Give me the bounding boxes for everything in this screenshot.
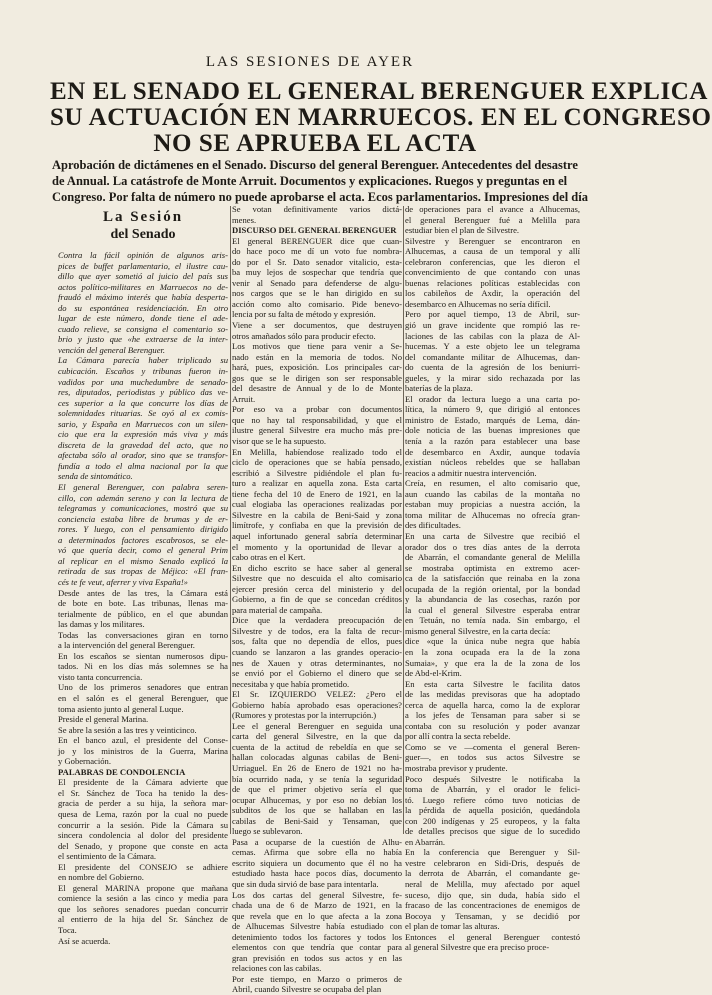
text-line: subditos de los que se hallaban en las [232, 805, 402, 816]
text-line: en Tetuán, no temía nada. Sin embargo, el [405, 615, 580, 626]
text-line: El Sr. IZQUIERDO VELEZ: ¿Pero el [232, 689, 402, 700]
text-line: Urriaguel. En 26 de Enero de 1921 no ha- [232, 762, 402, 773]
text-line: de Abd-el-Krim. [405, 668, 462, 679]
text-line: Contra la fácil opinión de algunos aris- [58, 250, 228, 260]
text-line: a determinados factores escabrosos, se ele- [58, 534, 228, 545]
text-line: buenas relaciones políticas establecidas con [405, 277, 580, 288]
text-line: celebraron conferencias, que les dieron el [405, 256, 580, 267]
text-line: Dice que la verdadera preocupación de [232, 615, 402, 626]
text-line: lugar de este número, donde tiene el ade- [58, 313, 228, 324]
text-line: otros amañados sólo para producir efecto. [232, 330, 376, 341]
text-line: carta del general Silvestre, en la que da [232, 731, 402, 742]
text-line: estudiar bien el plan de Silvestre. [405, 225, 520, 236]
text-line: ejercer presión cerca del ministerio y del [232, 583, 402, 594]
text-line: solemnidades rituarias. Se oyó al ex comis- [58, 408, 228, 419]
text-line: do cuenta de la agresión de los beniurri- [405, 362, 580, 373]
text-line: que sin duda sirvió de base para intentarla. [232, 879, 379, 889]
text-line: do hace poco me dí un voto fue nombra- [232, 246, 402, 257]
text-line: En una carta de Silvestre que recibió el [405, 530, 580, 541]
text-line: Lee el general Berenguer en seguida una [232, 720, 402, 731]
text-line: la pérdida de aquella posición, quedándola [405, 805, 580, 816]
text-line: gran previsión en todos sus actos y en las [232, 952, 402, 963]
text-line: fraudó el máximo interés que había desperta- [58, 292, 228, 303]
text-line: del comandante militar de Alhucemas, dan- [405, 351, 580, 362]
text-line: cio que era la expresión más viva y más [58, 429, 228, 440]
text-line: al general Silvestre que era preciso proce- [405, 942, 550, 953]
text-line: Alhucemas, a causa de un temporal y allí [405, 246, 580, 257]
text-line: mostraba previsor y prudente. [405, 762, 508, 773]
column-rule-2 [403, 206, 404, 834]
text-line: acción como alto comisario. Pide benevo- [232, 298, 402, 309]
column-2 [232, 204, 402, 995]
text-line: Se abre la sesión a las tres y veinticinco. [58, 724, 197, 735]
text-line: y Gobernación. [58, 756, 111, 767]
text-line: terialmente de público, en el que abundan [58, 608, 228, 619]
text-line: los cabileños de Axdir, la operación del [405, 288, 580, 299]
sesion-title: La Sesión [102, 209, 184, 225]
text-line: con 200 indígenas y 25 europeos, y la falta [405, 815, 580, 826]
text-line: lencia por su falta de método y expresión. [232, 309, 376, 320]
text-line: Pasa a ocuparse de la cuestión de Alhu- [232, 836, 402, 847]
text-line: Silvestre en la cabila de Beni-Said y zona [232, 509, 402, 520]
text-line: baterías de la plaza. [405, 383, 473, 394]
text-line: elementos con que tendría que contar para [232, 942, 402, 953]
text-line: ba muy lejos de sospechar que tendría que [232, 267, 402, 278]
text-line: senda de sintomático. [58, 471, 133, 482]
text-line: fundía a todo el alma nacional por la que [58, 460, 228, 471]
text-line: vención del general Berenguer. [58, 344, 166, 355]
text-line: y la abundancia de las cosechas, razón por [405, 594, 580, 605]
text-line: pices de buffet parlamentario, el ilustre cau- [58, 260, 228, 271]
text-line: de operaciones para el avance a Alhucemas, [405, 204, 580, 214]
text-line: Preside el general Marina. [58, 714, 149, 725]
text-line: Bocoya y Tensaman, y se decidió por [405, 910, 580, 921]
condolencia-heading: PALABRAS DE CONDOLENCIA [58, 766, 186, 777]
column-3-body [405, 204, 580, 953]
text-line: Pero por aquel tiempo, 13 de Abril, sur- [405, 309, 580, 320]
text-line: de las medidas previsoras que ha adoptado [405, 689, 580, 700]
text-line: El presidente del CONSEJO se adhiere [58, 861, 228, 872]
text-line: cabilas de Beni-Said y Tensaman, que [232, 815, 402, 826]
text-line: Por eso va a probar con documentos [232, 404, 402, 415]
text-line: nado están en la memoria de todos. No [232, 351, 402, 362]
text-line: de Alhucemas Silvestre había estudiado con [232, 921, 402, 932]
text-line: ciclo de operaciones que se había pensado, [232, 457, 402, 468]
text-line: el general Berenguer fué a Melilla para [405, 214, 580, 225]
column-rule-1 [230, 206, 231, 834]
text-line: Así se acuerda. [58, 935, 111, 946]
headline-line-3: NO SE APRUEBA EL ACTA [153, 130, 477, 157]
velez-body [232, 689, 402, 995]
text-line: visor que se le ha supuesto. [232, 436, 327, 447]
text-line: discreta de la gravedad del acto, que no [58, 439, 228, 450]
text-line: Abril, cuando Silvestre se ocupaba del plan [232, 984, 382, 995]
text-line: Los motivos que tiene para venir a Se- [232, 341, 402, 352]
text-line: el Sr. Sánchez de Toca ha tenido la des- [58, 787, 228, 798]
text-line: para material de campaña. [232, 604, 323, 615]
column-1 [58, 204, 228, 946]
text-line: Sumaia», y que era la de la zona de los [405, 657, 580, 668]
text-line: en la zona ocupada era la de la zona [405, 646, 580, 657]
text-line: vestre celebraron en Sidi-Dris, después de [405, 857, 580, 868]
text-line: venir al Senado para defenderse de algu- [232, 277, 402, 288]
text-line: Silvestre y de todos, era la falta de recur- [232, 625, 402, 636]
text-line: por allí contra la secta rebelde. [405, 731, 511, 742]
text-line: al replicar en el mismo Senado explicó la [58, 555, 228, 566]
text-line: tó. Luego refiere cómo tuvo noticias de [405, 794, 580, 805]
text-line: jo y los ministros de la Guerra, Marina [58, 745, 228, 756]
text-line: de desembarco en Axdir, aunque todavía [405, 446, 580, 457]
text-line: gueles, y la mirar sido rechazada por las [405, 372, 580, 383]
text-line: desembarco en Alhucemas no sería difícil. [405, 298, 551, 309]
text-line: conciencia estaba libre de brumas y de er- [58, 513, 228, 524]
text-line: Todas las conversaciones giran en torno [58, 629, 228, 640]
text-line: aun cuando las cabilas de la montaña no [405, 488, 580, 499]
text-line: do por el Sr. Dato senador vitalicio, esta- [232, 256, 402, 267]
text-line: Arruit. [232, 393, 256, 404]
text-line: Gobierno había aprobado esas operaciones? [232, 699, 402, 710]
text-line: a la intervención del general Berenguer. [58, 640, 195, 651]
text-line: hará, pues, exposición. Los principales car- [232, 362, 402, 373]
text-line: Silvestre y Berenguer se encontraron en [405, 235, 580, 246]
text-line: Se votan definitivamente varios dictá- [232, 204, 402, 214]
text-line: cillo, con ademán sereno y con la lectura de [58, 492, 228, 503]
summary-line-1: Aprobación de dictámenes en el Senado. Discurso del general Berenguer. Antecedentes del desastre [52, 158, 578, 172]
text-line: comience la sesión a las cinco y media para [58, 893, 228, 904]
text-line: cual elogiaba las operaciones realizadas por [232, 499, 402, 510]
text-line: las damas y los militares. [58, 619, 145, 630]
text-line: En dicho escrito se hace saber al general [232, 562, 402, 573]
text-line: gracia de perder a su hija, la señora mar- [58, 798, 228, 809]
text-line: toma militar de Alhucemas no ofrecía gran- [405, 509, 580, 520]
text-line: hucemas. Y a este objeto lee un telegrama [405, 341, 580, 352]
text-line: afectaba sólo al orador, sino que se transfor- [58, 450, 228, 461]
headline-line-1: EN EL SENADO EL GENERAL BERENGUER EXPLICA [50, 78, 709, 105]
text-line: Viene a ser documentos, que destruyen [232, 320, 402, 331]
text-line: Entonces el general Berenguer contestó [405, 931, 580, 942]
text-line: Creía, en resumen, el alto comisario que, [405, 478, 580, 489]
text-line: dice «que la única nube negra que había [405, 636, 580, 647]
text-line: lítica, la número 9, que dirigió al entonces [405, 404, 580, 415]
text-line: toma asiento junto al general Luque. [58, 703, 184, 714]
text-line: suceso, dijo que, sin duda, había sido el [405, 889, 580, 900]
text-line: concurrir a la sesión. Pide la Cámara su [58, 819, 228, 830]
sesion-subtitle: del Senado [110, 227, 176, 242]
section-title: LAS SESIONES DE AYER [205, 54, 415, 70]
text-line: El general BERENGUER dice que cuan- [232, 235, 402, 246]
text-line: Desde antes de las tres, la Cámara está [58, 587, 228, 598]
text-line: fracaso de las concentraciones de enemigos de [405, 900, 580, 911]
text-line: guer—, en todos sus actos Silvestre se [405, 752, 580, 763]
text-line: estaban muy propicias a nuestra acción, la [405, 499, 580, 510]
text-line: hallan colocadas algunas cabilas de Beni- [232, 752, 402, 763]
text-line: del desastre de Annual y de lo de Monte [232, 383, 402, 394]
text-line: de Abarrán, el comandante general de Melilla [405, 552, 580, 563]
text-line: escrito siquiera un documento que él no ha [232, 857, 402, 868]
text-line: limítrofe, y confiaba en que la previsión de [232, 520, 402, 531]
discurso-body [232, 236, 402, 690]
text-line: la derrota de Abarrán, el comandante ge- [405, 868, 580, 879]
text-line: existían núcleos rebeldes que se hallaban [405, 457, 580, 468]
text-line: dillo que ayer sometió al juicio del país sus [58, 271, 228, 282]
text-line: retirada de sus tropas de Méjico: «El fran- [58, 566, 228, 577]
text-line: nes de Xauen y otras determinantes, no [232, 657, 402, 668]
text-line: Como se ve —comenta el general Beren- [405, 741, 580, 752]
text-line: que no hay tal responsabilidad, y que el [232, 414, 402, 425]
text-line: chada una de 6 de Marzo de 1921, en la [232, 900, 402, 911]
text-line: menes. [232, 214, 257, 225]
text-line: tiene fecha del 10 de Enero de 1921, en la [232, 488, 402, 499]
text-line: ilustre general Silvestre era mucho más pre- [232, 425, 402, 436]
text-line: tenía a la razón para establecer una base [405, 436, 580, 447]
text-line: que los señores senadores puedan concurrir [58, 903, 228, 914]
text-line: estudiado hasta hace pocos días, documento [232, 868, 402, 879]
text-line: en Abarrán. [405, 836, 446, 847]
text-line: a los jefes de Tensaman para saber si se [405, 710, 580, 721]
text-line: des dificultades. [405, 520, 461, 531]
text-line: Los dos cartas del general Silvestre, fe- [232, 889, 402, 900]
text-line: cuenta de la actitud de rebeldía en que se [232, 741, 402, 752]
text-line: toma de Abarrán, y el orador le felici- [405, 784, 580, 795]
text-line: En la conferencia que Berenguer y Sil- [405, 847, 580, 858]
text-line: Uno de los primeros senadores que entran [58, 682, 228, 693]
text-line: cabo otras en el Kert. [232, 552, 306, 563]
text-line: sos, falta que no dependía de ellos, pues [232, 636, 402, 647]
text-line: se mostraba optimista en extremo acer- [405, 562, 580, 573]
text-line: gos que se le dirigen son ser responsable [232, 372, 402, 383]
text-line: cés te fe veut, aferrer y viva España!» [58, 576, 188, 587]
text-line: rores. Y luego, con el pensamiento dirigido [58, 524, 228, 535]
text-line: visto tanta concurrencia. [58, 671, 143, 682]
text-line: en nombre del Gobierno. [58, 872, 144, 883]
text-line: Poco después Silvestre le notificaba la [405, 773, 580, 784]
text-line: que revela que en lo que afecta a la zona [232, 910, 402, 921]
text-line: de que el primer objetivo sería el que [232, 784, 402, 795]
text-line: gió un grave incidente que rompió las re- [405, 320, 580, 331]
text-line: al entierro de la hija del Sr. Sánchez de [58, 914, 228, 925]
text-line: En Melilla, habíendose realizado todo el [232, 446, 402, 457]
text-line: aquel infortunado general sabría determinar [232, 530, 402, 541]
text-line: actos político-militares en Marruecos no de- [58, 281, 228, 292]
text-line: cuado relieve, se consigna el comentario so- [58, 323, 228, 334]
text-line: telegramas y comunicaciones, mostró que su [58, 503, 228, 514]
text-line: se envió por el Gobierno el dinero que se [232, 668, 402, 679]
text-line: cerca de aquella harca, como la de explorar [405, 699, 580, 710]
text-line: de bote en bote. Las tribunas, llenas ma- [58, 598, 228, 609]
text-line: cubicación. Escaños y tribunas fueron in- [58, 366, 228, 377]
text-line: relaciones con las cabilas. [232, 963, 322, 974]
text-line: Toca. [58, 925, 77, 935]
text-line: el plan de tomar las alturas. [405, 921, 500, 932]
text-line: escribió a Silvestre pidiéndole el plan fu- [232, 467, 402, 478]
text-line: laciones de las cabilas con la plaza de Al- [405, 330, 580, 341]
summary-line-3: Congreso. Por falta de número no puede aprobarse el acta. Ecos parlamentarios. Impresiones del día [52, 190, 588, 204]
text-line: La Cámara parecía haber triplicado su [58, 355, 228, 366]
text-line: vó que quería decir, como el general Prim [58, 545, 228, 556]
text-line: cemas. Afirma que sobre ella no había [232, 847, 402, 858]
text-line: del Senado, y propone que conste en acta [58, 840, 228, 851]
text-line: cuando se lanzaron a las grandes operacio- [232, 646, 402, 657]
text-line: necesitaba y que había prometido. [232, 678, 350, 689]
discurso-heading: DISCURSO DEL GENERAL BERENGUER [232, 225, 397, 236]
text-line: tados. Ni en los días más solemnes se ha [58, 661, 228, 672]
text-line: dole noticia de las buenas impresiones que [405, 425, 580, 436]
text-line: El general MARINA propone que mañana [58, 882, 228, 893]
text-line: El general Berenguer, con palabra seren- [58, 482, 228, 493]
text-line: neral de Melilla, muy afectado por aquel [405, 879, 580, 889]
text-line: do su espontánea residenciación. En otro [58, 302, 228, 313]
text-line: detenimiento todos los factores y todos los [232, 931, 402, 942]
text-line: mismo general Silvestre, en la carta decía: [405, 625, 551, 636]
summary-line-2: de Annual. La catástrofe de Monte Arruit. Documentos y explicaciones. Ruegos y preguntas en el [52, 174, 568, 188]
text-line: vadidos por una muchedumbre de senado- [58, 376, 228, 387]
text-line: ca de la satisfacción que reinaba en la zona [405, 573, 580, 584]
text-line: Por este tiempo, en Marzo o primeros de [232, 973, 402, 984]
text-line: nos cargos que se le han dirigido en su [232, 288, 402, 299]
text-line: el sentimiento de la Cámara. [58, 851, 157, 862]
text-line: res, diputados, periodistas y público das ve- [58, 387, 228, 398]
condolencia-body [58, 777, 228, 946]
text-line: En esta carta Silvestre le facilita datos [405, 678, 580, 689]
text-line: en el salón es el general Berenguer, que [58, 692, 228, 703]
lead-block [232, 204, 402, 225]
text-line: brio y justo que «he extraerse de la inter- [58, 334, 228, 345]
text-line: convencimiento de que contando con unas [405, 267, 580, 278]
text-line: turo a realizar en aquella zona. Esta carta [232, 478, 402, 489]
text-line: En el banco azul, el presidente del Conse- [58, 735, 228, 746]
text-line: ocupar Alhucemas, y por eso no debían los [232, 794, 402, 805]
text-line: la cual el general Silvestre esperaba entrar [405, 604, 580, 615]
text-line: ces superior a la que concurre los días de [58, 397, 228, 408]
text-line: de detalles precisos que sigue de lo sucedido [405, 826, 580, 837]
text-line: El presidente de la Cámara advierte que [58, 777, 228, 788]
text-line: ministro de Estado, marqués de Lema, dán- [405, 414, 580, 425]
text-line: orador dos o tres días antes de la derrota [405, 541, 580, 552]
text-line: En los escaños se sientan numerosos dipu- [58, 650, 228, 661]
text-line: Silvestre que no descuida el alto comisario [232, 573, 402, 584]
text-line: sincera condolencia al dolor del presidente [58, 830, 228, 841]
text-line: Gobierno, a fin de que se concedan créditos [232, 594, 402, 605]
text-line: ocupada de la región oriental, por la bondad [405, 583, 580, 594]
text-line: quesa de Lema, razón por la cual no puede [58, 808, 228, 819]
intro-block [58, 250, 228, 588]
text-line: el momento y la oportunidad de llevar a [232, 541, 402, 552]
text-line: reacios a admitir nuestra intervención. [405, 467, 537, 478]
column-3 [405, 204, 580, 953]
text-line: luego se sublevaron. [232, 826, 303, 837]
text-line: sario, y España en Marruecos con un silen- [58, 418, 228, 429]
text-line: bía ocurrido nada, y se tenía la seguridad [232, 773, 402, 784]
session-body [58, 588, 228, 767]
text-line: contaba con su resolución y poder avanzar [405, 720, 580, 731]
text-line: (Rumores y protestas por la interrupción.) [232, 710, 377, 721]
text-line: El orador da lectura luego a una carta po- [405, 393, 580, 404]
headline-line-2: SU ACTUACIÓN EN MARRUECOS. EN EL CONGRESO [50, 104, 712, 131]
